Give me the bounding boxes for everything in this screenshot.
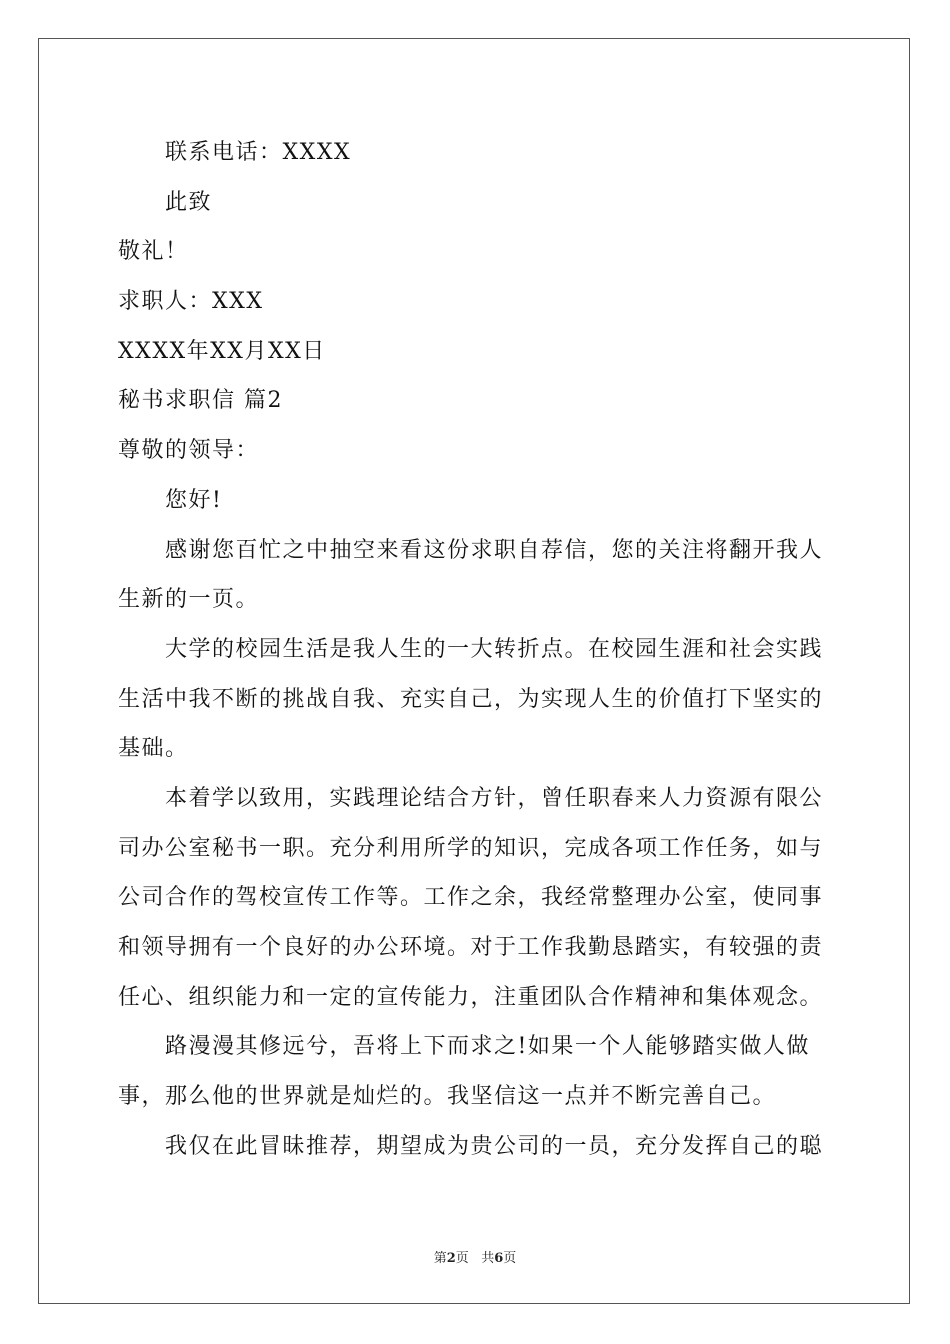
total-suffix: 页 — [503, 1251, 517, 1266]
letter-body — [118, 128, 834, 1171]
total-prefix: 共 — [481, 1251, 495, 1266]
text-line: 联系电话：XXXX — [165, 140, 352, 165]
text-line: 司办公室秘书一职。充分利用所学的知识，完成各项工作任务，如与 — [118, 835, 824, 861]
text-line: 尊敬的领导： — [118, 438, 260, 464]
text-line: 事，那么他的世界就是灿烂的。我坚信这一点并不断完善自己。 — [118, 1084, 777, 1110]
text-line: 基础。 — [118, 736, 189, 762]
text-line: 本着学以致用，实践理论结合方针，曾任职春来人力资源有限公 — [165, 785, 824, 811]
text-line: 求职人：XXX — [118, 289, 264, 315]
text-line: 您好! — [165, 487, 223, 513]
text-line: 敬礼！ — [118, 239, 189, 265]
text-line: 路漫漫其修远兮，吾将上下而求之!如果一个人能够踏实做人做 — [165, 1034, 810, 1060]
text-line: 我仅在此冒昧推荐，期望成为贵公司的一员，充分发挥自己的聪 — [165, 1133, 824, 1159]
text-line: 此致 — [165, 189, 213, 215]
text-line: 任心、组织能力和一定的宣传能力，注重团队合作精神和集体观念。 — [118, 984, 824, 1010]
text-line: 生活中我不断的挑战自我、充实自己，为实现人生的价值打下坚实的 — [118, 686, 824, 712]
page-number: 2 — [446, 1251, 456, 1266]
section-heading: 秘书求职信 篇2 — [118, 388, 283, 414]
text-line: 感谢您百忙之中抽空来看这份求职自荐信，您的关注将翻开我人 — [165, 537, 824, 563]
text-line: XXXX年XX月XX日 — [118, 338, 326, 364]
text-line: 公司合作的驾校宣传工作等。工作之余，我经常整理办公室，使同事 — [118, 885, 824, 911]
total-pages: 6 — [494, 1251, 504, 1266]
text-line: 大学的校园生活是我人生的一大转折点。在校园生涯和社会实践 — [165, 636, 824, 662]
page-prefix: 第 — [433, 1251, 447, 1266]
page-suffix: 页 — [455, 1251, 469, 1266]
page-footer — [0, 1247, 950, 1266]
text-line: 生新的一页。 — [118, 587, 260, 613]
text-line: 和领导拥有一个良好的办公环境。对于工作我勤恳踏实，有较强的责 — [118, 935, 824, 960]
